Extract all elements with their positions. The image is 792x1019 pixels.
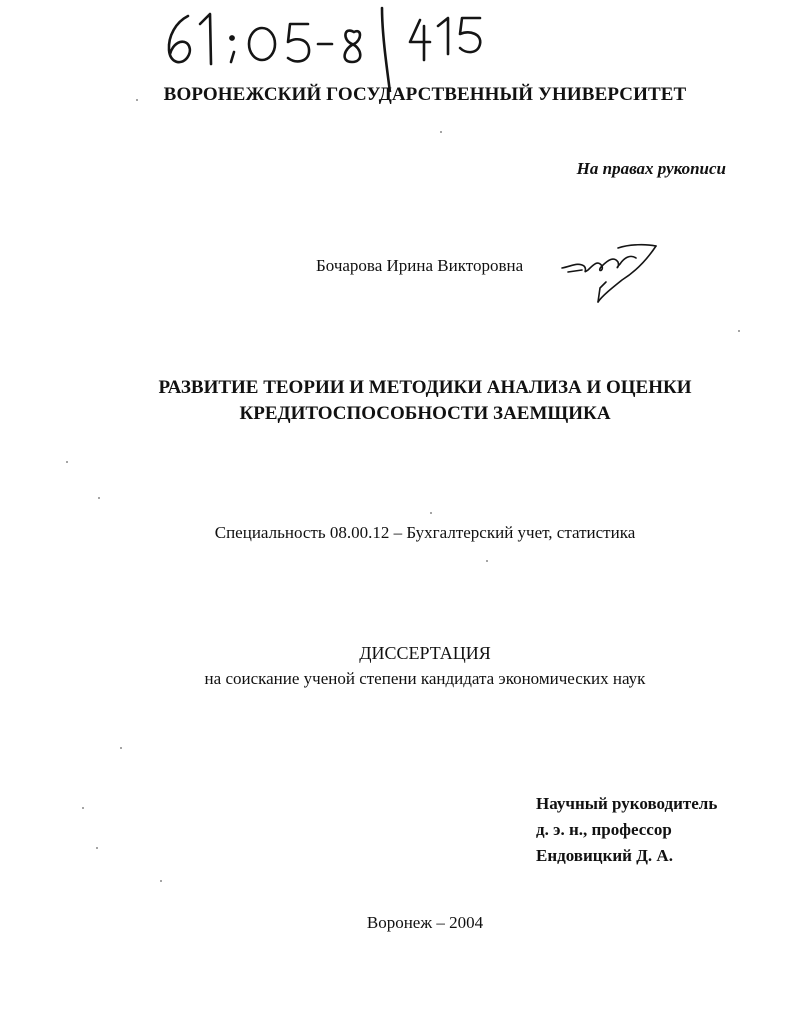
- scan-speck: [486, 560, 488, 562]
- scan-speck: [440, 131, 442, 133]
- author-signature: [558, 238, 663, 308]
- specialty-line: Специальность 08.00.12 – Бухгалтерский учет, статистика: [214, 523, 636, 542]
- document-type: ДИССЕРТАЦИЯ: [359, 643, 491, 663]
- degree-line: на соискание ученой степени кандидата экономических наук: [204, 669, 646, 688]
- scan-speck: [82, 807, 84, 809]
- handwritten-archive-code: [158, 2, 508, 92]
- title-line-1: РАЗВИТИЕ ТЕОРИИ И МЕТОДИКИ АНАЛИЗА И ОЦЕНКИ: [158, 377, 692, 398]
- title-line-2: КРЕДИТОСПОСОБНОСТИ ЗАЕМЩИКА: [239, 403, 611, 424]
- scan-speck: [136, 99, 138, 101]
- scan-speck: [98, 497, 100, 499]
- advisor-name: Ендовицкий Д. А.: [536, 846, 673, 865]
- manuscript-note: На правах рукописи: [576, 159, 726, 178]
- scientific-advisor: [536, 791, 717, 869]
- scan-speck: [160, 880, 162, 882]
- scan-speck: [120, 747, 122, 749]
- scan-speck: [66, 461, 68, 463]
- advisor-role: Научный руководитель: [536, 794, 718, 813]
- scan-speck: [430, 512, 432, 514]
- city-year: Воронеж – 2004: [366, 913, 484, 932]
- scan-speck: [738, 330, 740, 332]
- scan-speck: [96, 847, 98, 849]
- university-name: ВОРОНЕЖСКИЙ ГОСУДАРСТВЕННЫЙ УНИВЕРСИТЕТ: [163, 84, 687, 105]
- dissertation-title: [0, 375, 792, 427]
- author-name: Бочарова Ирина Викторовна: [316, 256, 524, 275]
- advisor-credentials: д. э. н., профессор: [536, 820, 672, 839]
